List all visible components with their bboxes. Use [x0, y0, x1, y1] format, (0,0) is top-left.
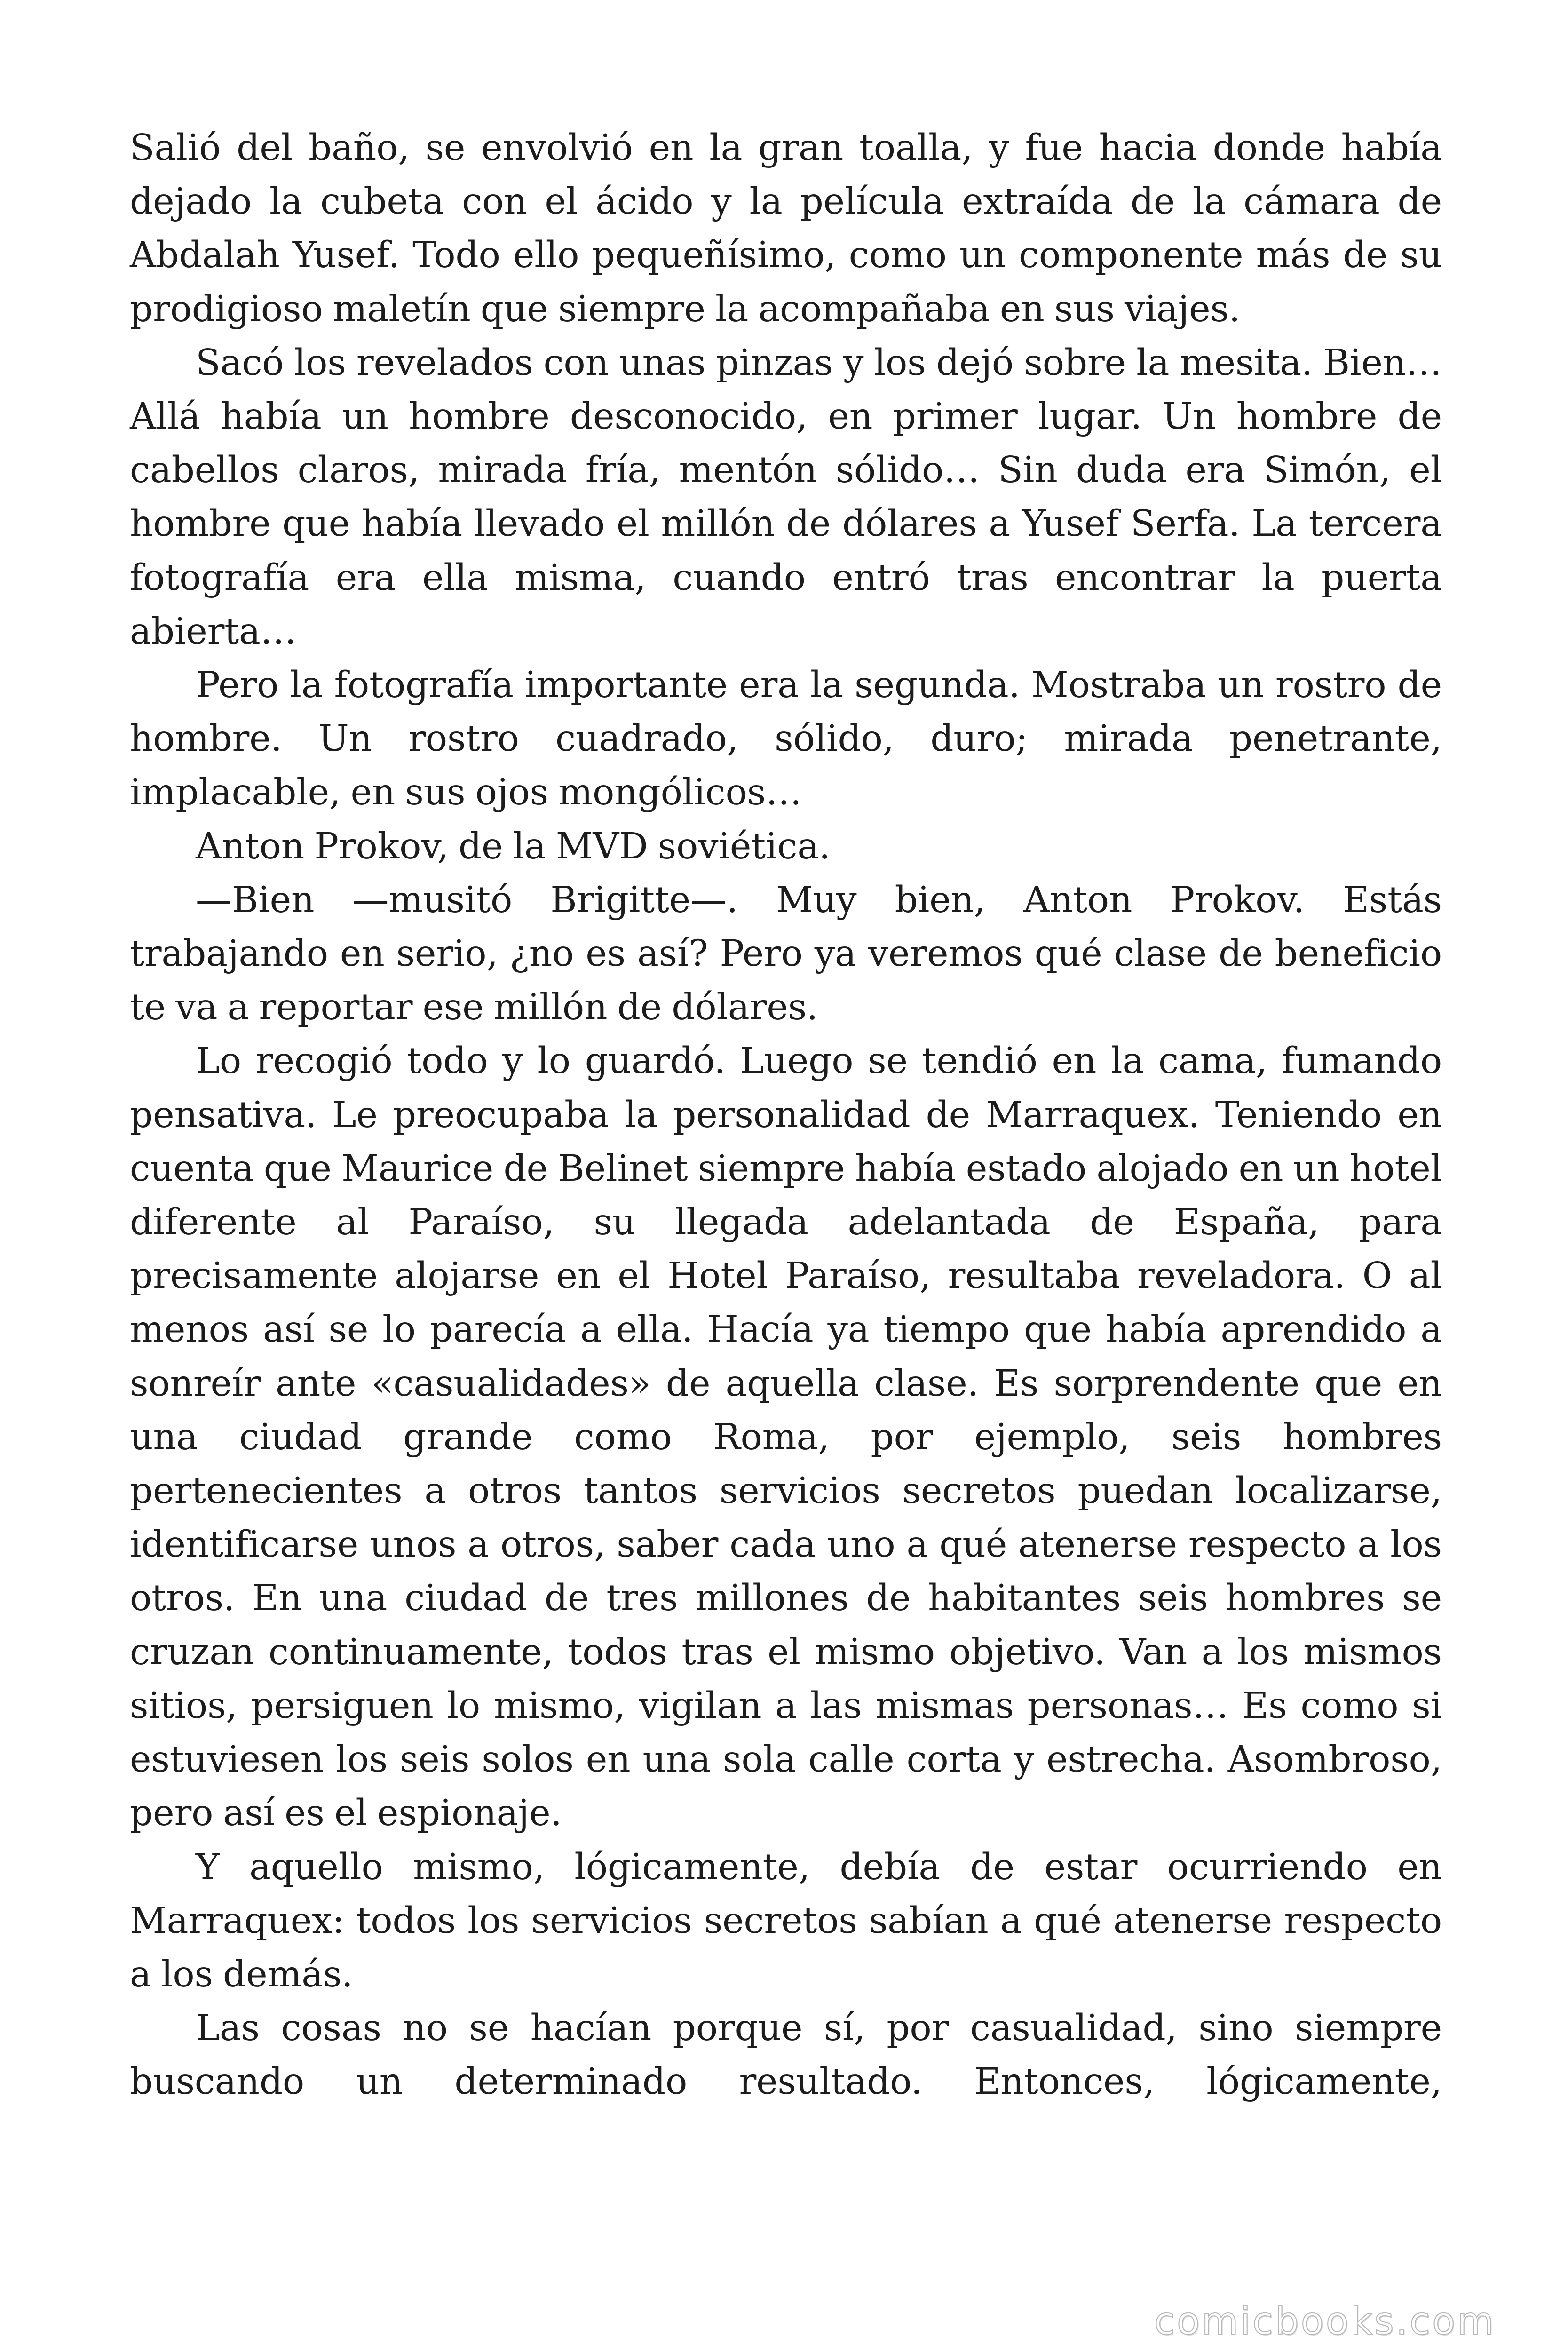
paragraph: —Bien —musitó Brigitte—. Muy bien, Anton Prokov. Estás trabajando en serio, ¿no es así? Pero ya veremos qué clase de beneficio te va a reportar ese millón de dólares. — [130, 879, 1442, 1029]
watermark: comicbooks.com — [1154, 2299, 1496, 2343]
paragraph: Las cosas no se hacían porque sí, por casualidad, sino siempre buscando un determinado resultado. Entonces, lógicamente, — [130, 2007, 1442, 2103]
paragraph: Anton Prokov, de la MVD soviética. — [196, 825, 831, 867]
book-page-body — [130, 121, 1442, 2109]
paragraph: Salió del baño, se envolvió en la gran toalla, y fue hacia donde había dejado la cubeta con el ácido y la película extraída de la cámara de Abdalah Yusef. Todo ello pequeñísimo, como un componente más de su prodigioso maletín que siempre la acompañaba en sus viajes. — [130, 127, 1442, 330]
paragraph: Lo recogió todo y lo guardó. Luego se tendió en la cama, fumando pensativa. Le preocupaba la personalidad de Marraquex. Teniendo en cuenta que Maurice de Belinet siempre había estado alojado en un hotel diferente al Paraíso, su llegada adelantada de España, para precisamente alojarse en el Hotel Paraíso, resultaba reveladora. O al menos así se lo parecía a ella. Hacía ya tiempo que había aprendido a sonreír ante «casualidades» de aquella clase. Es sorprendente que en una ciudad grande como Roma, por ejemplo, seis hombres pertenecientes a otros tantos servicios secretos puedan localizarse, identificarse unos a otros, saber cada uno a qué atenerse respecto a los otros. En una ciudad de tres millones de habitantes seis hombres se cruzan continuamente, todos tras el mismo objetivo. Van a los mismos sitios, persiguen lo mismo, vigilan a las mismas personas… Es como si estuviesen los seis solos en una sola calle corta y estrecha. Asombroso, pero así es el espionaje. — [130, 1040, 1442, 1835]
paragraph: Y aquello mismo, lógicamente, debía de estar ocurriendo en Marraquex: todos los servicios secretos sabían a qué atenerse respecto a los demás. — [130, 1846, 1442, 1995]
paragraph: Sacó los revelados con unas pinzas y los dejó sobre la mesita. Bien… Allá había un hombre desconocido, en primer lugar. Un hombre de cabellos claros, mirada fría, mentón sólido… Sin duda era Simón, el hombre que había llevado el millón de dólares a Yusef Serfa. La tercera fotografía era ella misma, cuando entró tras encontrar la puerta abierta… — [130, 342, 1442, 652]
paragraph: Pero la fotografía importante era la segunda. Mostraba un rostro de hombre. Un rostro cuadrado, sólido, duro; mirada penetrante, implacable, en sus ojos mongólicos… — [130, 664, 1442, 814]
